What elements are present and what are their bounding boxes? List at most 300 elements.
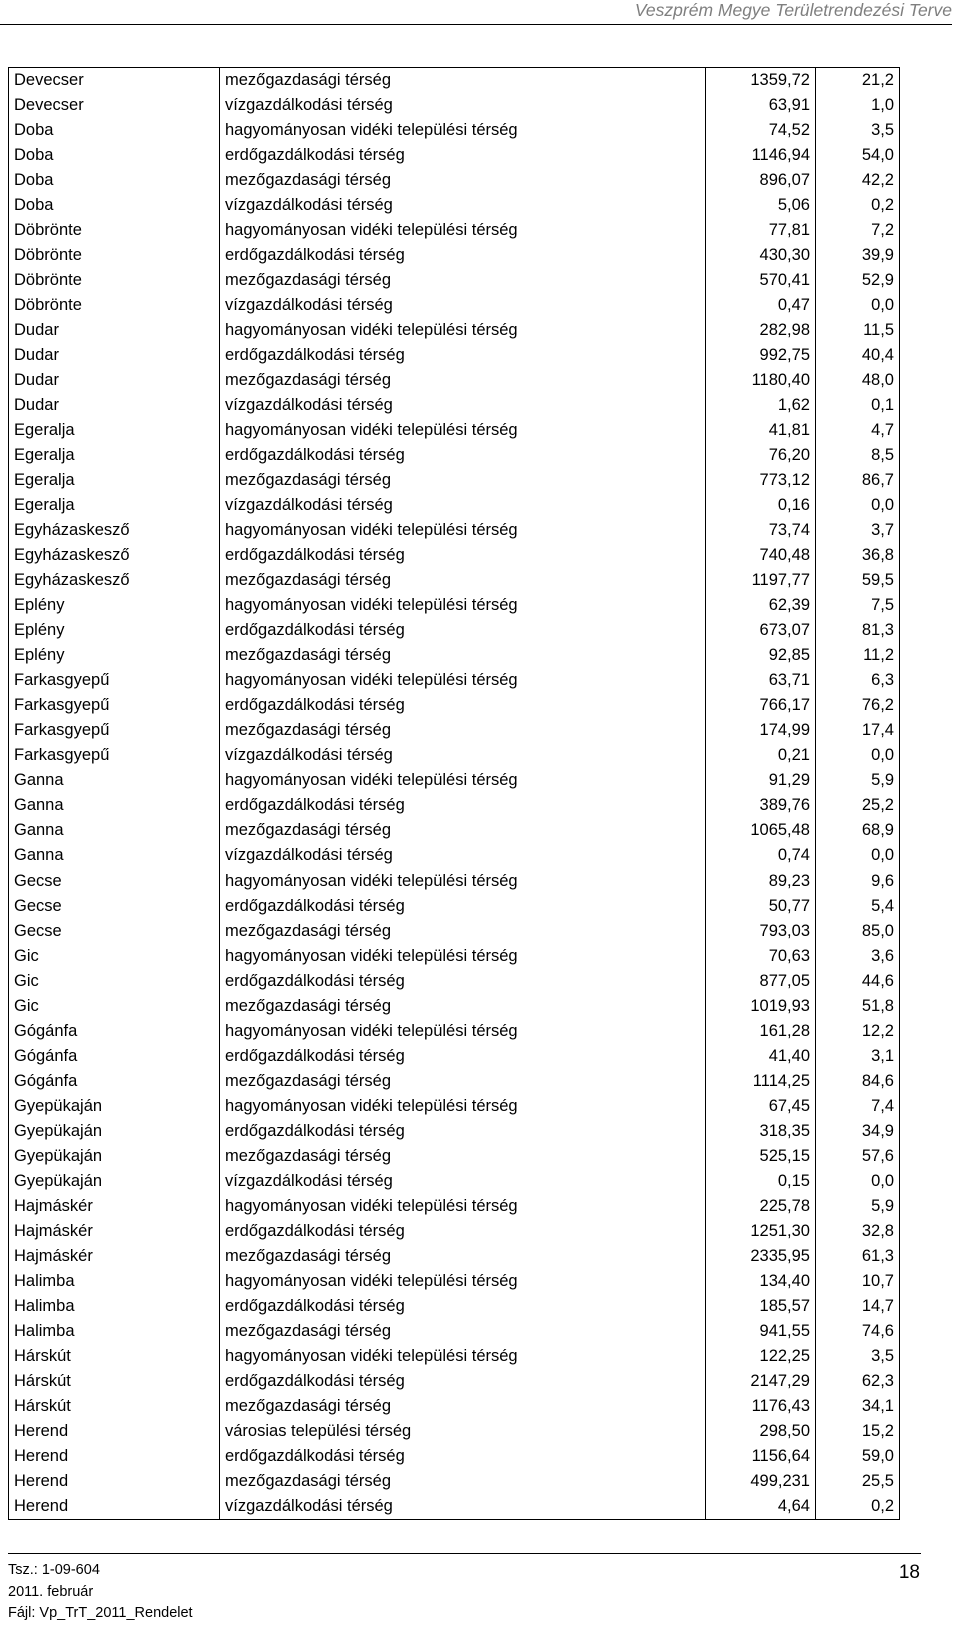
table-row [9, 693, 900, 718]
table-row [9, 894, 900, 919]
settlement-cell: Farkasgyepű [9, 743, 220, 768]
settlement-cell: Egyházaskesző [9, 518, 220, 543]
zone-type-cell: hagyományosan vidéki települési térség [220, 1094, 706, 1119]
settlement-cell: Döbrönte [9, 293, 220, 318]
zone-type-cell: erdőgazdálkodási térség [220, 1044, 706, 1069]
area-cell: 161,28 [706, 1019, 816, 1044]
table-row [9, 118, 900, 143]
document-title: Veszprém Megye Területrendezési Terve [634, 0, 952, 20]
settlement-cell: Hajmáskér [9, 1219, 220, 1244]
settlement-cell: Herend [9, 1494, 220, 1520]
area-cell: 1359,72 [706, 68, 816, 94]
area-cell: 41,40 [706, 1044, 816, 1069]
area-cell: 50,77 [706, 894, 816, 919]
settlement-cell: Herend [9, 1444, 220, 1469]
settlement-cell: Döbrönte [9, 218, 220, 243]
settlement-cell: Ganna [9, 818, 220, 843]
percent-cell: 61,3 [816, 1244, 900, 1269]
settlement-cell: Egyházaskesző [9, 568, 220, 593]
settlement-cell: Gógánfa [9, 1044, 220, 1069]
percent-cell: 0,2 [816, 1494, 900, 1520]
zone-type-cell: mezőgazdasági térség [220, 1469, 706, 1494]
percent-cell: 7,4 [816, 1094, 900, 1119]
settlement-cell: Döbrönte [9, 268, 220, 293]
percent-cell: 68,9 [816, 818, 900, 843]
table-row [9, 1169, 900, 1194]
area-cell: 0,15 [706, 1169, 816, 1194]
settlement-cell: Eplény [9, 643, 220, 668]
settlement-cell: Döbrönte [9, 243, 220, 268]
table-row [9, 193, 900, 218]
percent-cell: 59,5 [816, 568, 900, 593]
table-row [9, 1144, 900, 1169]
area-cell: 185,57 [706, 1294, 816, 1319]
settlement-cell: Dudar [9, 368, 220, 393]
zone-type-cell: városias települési térség [220, 1419, 706, 1444]
settlement-cell: Hárskút [9, 1394, 220, 1419]
zone-type-cell: vízgazdálkodási térség [220, 193, 706, 218]
area-cell: 740,48 [706, 543, 816, 568]
settlement-cell: Halimba [9, 1269, 220, 1294]
area-cell: 525,15 [706, 1144, 816, 1169]
table-row [9, 668, 900, 693]
area-cell: 67,45 [706, 1094, 816, 1119]
area-cell: 0,74 [706, 843, 816, 868]
area-cell: 1176,43 [706, 1394, 816, 1419]
percent-cell: 36,8 [816, 543, 900, 568]
table-row [9, 493, 900, 518]
zone-type-cell: vízgazdálkodási térség [220, 743, 706, 768]
zone-type-cell: hagyományosan vidéki települési térség [220, 593, 706, 618]
area-cell: 1180,40 [706, 368, 816, 393]
area-cell: 877,05 [706, 969, 816, 994]
zone-type-cell: erdőgazdálkodási térség [220, 894, 706, 919]
table-row [9, 1419, 900, 1444]
settlement-cell: Farkasgyepű [9, 718, 220, 743]
settlement-cell: Dudar [9, 393, 220, 418]
percent-cell: 52,9 [816, 268, 900, 293]
zone-type-cell: mezőgazdasági térség [220, 368, 706, 393]
table-row [9, 1019, 900, 1044]
area-cell: 134,40 [706, 1269, 816, 1294]
area-cell: 1156,64 [706, 1444, 816, 1469]
table-row [9, 443, 900, 468]
table-row [9, 1294, 900, 1319]
table-row [9, 468, 900, 493]
percent-cell: 76,2 [816, 693, 900, 718]
area-cell: 1114,25 [706, 1069, 816, 1094]
table-row [9, 243, 900, 268]
percent-cell: 5,9 [816, 1194, 900, 1219]
zone-type-cell: mezőgazdasági térség [220, 994, 706, 1019]
percent-cell: 44,6 [816, 969, 900, 994]
table-row [9, 568, 900, 593]
table-row [9, 593, 900, 618]
table-row [9, 1094, 900, 1119]
zone-type-cell: hagyományosan vidéki települési térség [220, 318, 706, 343]
settlement-cell: Gógánfa [9, 1019, 220, 1044]
table-row [9, 1269, 900, 1294]
table-row [9, 1194, 900, 1219]
area-cell: 793,03 [706, 919, 816, 944]
table-row [9, 343, 900, 368]
zone-type-cell: vízgazdálkodási térség [220, 1494, 706, 1520]
table-row [9, 1394, 900, 1419]
footer-divider [8, 1553, 921, 1554]
percent-cell: 3,1 [816, 1044, 900, 1069]
zone-type-cell: hagyományosan vidéki települési térség [220, 218, 706, 243]
settlement-cell: Ganna [9, 843, 220, 868]
table-row [9, 1219, 900, 1244]
settlement-cell: Halimba [9, 1294, 220, 1319]
table-row [9, 368, 900, 393]
settlement-cell: Gic [9, 969, 220, 994]
area-cell: 773,12 [706, 468, 816, 493]
footer-date: 2011. február [8, 1583, 94, 1600]
table-row [9, 793, 900, 818]
land-use-table [8, 67, 900, 1520]
area-cell: 282,98 [706, 318, 816, 343]
area-cell: 62,39 [706, 593, 816, 618]
area-cell: 92,85 [706, 643, 816, 668]
zone-type-cell: hagyományosan vidéki települési térség [220, 1269, 706, 1294]
settlement-cell: Gyepükaján [9, 1094, 220, 1119]
settlement-cell: Gyepükaján [9, 1144, 220, 1169]
settlement-cell: Gyepükaján [9, 1119, 220, 1144]
zone-type-cell: hagyományosan vidéki települési térség [220, 1194, 706, 1219]
page-number: 18 [898, 1562, 920, 1583]
zone-type-cell: hagyományosan vidéki települési térség [220, 118, 706, 143]
zone-type-cell: hagyományosan vidéki települési térség [220, 944, 706, 969]
zone-type-cell: hagyományosan vidéki települési térség [220, 668, 706, 693]
table-row [9, 1344, 900, 1369]
percent-cell: 25,2 [816, 793, 900, 818]
percent-cell: 39,9 [816, 243, 900, 268]
zone-type-cell: mezőgazdasági térség [220, 268, 706, 293]
percent-cell: 0,0 [816, 493, 900, 518]
zone-type-cell: vízgazdálkodási térség [220, 393, 706, 418]
table-row [9, 1069, 900, 1094]
settlement-cell: Hajmáskér [9, 1244, 220, 1269]
settlement-cell: Eplény [9, 593, 220, 618]
zone-type-cell: erdőgazdálkodási térség [220, 143, 706, 168]
zone-type-cell: mezőgazdasági térség [220, 1319, 706, 1344]
percent-cell: 86,7 [816, 468, 900, 493]
percent-cell: 42,2 [816, 168, 900, 193]
zone-type-cell: hagyományosan vidéki települési térség [220, 869, 706, 894]
zone-type-cell: erdőgazdálkodási térség [220, 793, 706, 818]
percent-cell: 0,0 [816, 743, 900, 768]
table-row [9, 1119, 900, 1144]
table-row [9, 869, 900, 894]
area-cell: 896,07 [706, 168, 816, 193]
percent-cell: 51,8 [816, 994, 900, 1019]
zone-type-cell: hagyományosan vidéki települési térség [220, 1344, 706, 1369]
area-cell: 1065,48 [706, 818, 816, 843]
area-cell: 5,06 [706, 193, 816, 218]
table-row [9, 143, 900, 168]
area-cell: 225,78 [706, 1194, 816, 1219]
settlement-cell: Farkasgyepű [9, 668, 220, 693]
zone-type-cell: vízgazdálkodási térség [220, 843, 706, 868]
percent-cell: 6,3 [816, 668, 900, 693]
table-row [9, 618, 900, 643]
area-cell: 73,74 [706, 518, 816, 543]
footer-reference: Tsz.: 1-09-604 [8, 1562, 100, 1578]
percent-cell: 59,0 [816, 1444, 900, 1469]
percent-cell: 10,7 [816, 1269, 900, 1294]
table-row [9, 1469, 900, 1494]
percent-cell: 15,2 [816, 1419, 900, 1444]
percent-cell: 0,2 [816, 193, 900, 218]
settlement-cell: Gecse [9, 919, 220, 944]
table-row [9, 994, 900, 1019]
zone-type-cell: mezőgazdasági térség [220, 168, 706, 193]
percent-cell: 54,0 [816, 143, 900, 168]
percent-cell: 5,4 [816, 894, 900, 919]
area-cell: 174,99 [706, 718, 816, 743]
area-cell: 673,07 [706, 618, 816, 643]
settlement-cell: Devecser [9, 93, 220, 118]
percent-cell: 21,2 [816, 68, 900, 94]
percent-cell: 11,2 [816, 643, 900, 668]
percent-cell: 62,3 [816, 1369, 900, 1394]
area-cell: 430,30 [706, 243, 816, 268]
zone-type-cell: mezőgazdasági térség [220, 68, 706, 94]
percent-cell: 14,7 [816, 1294, 900, 1319]
percent-cell: 7,5 [816, 593, 900, 618]
percent-cell: 17,4 [816, 718, 900, 743]
settlement-cell: Hárskút [9, 1369, 220, 1394]
zone-type-cell: erdőgazdálkodási térség [220, 343, 706, 368]
area-cell: 4,64 [706, 1494, 816, 1520]
zone-type-cell: vízgazdálkodási térség [220, 293, 706, 318]
area-cell: 298,50 [706, 1419, 816, 1444]
table-row [9, 1444, 900, 1469]
zone-type-cell: mezőgazdasági térség [220, 718, 706, 743]
settlement-cell: Gic [9, 944, 220, 969]
settlement-cell: Devecser [9, 68, 220, 94]
zone-type-cell: erdőgazdálkodási térség [220, 1369, 706, 1394]
page-footer [8, 1560, 193, 1625]
percent-cell: 3,6 [816, 944, 900, 969]
settlement-cell: Gyepükaján [9, 1169, 220, 1194]
percent-cell: 7,2 [816, 218, 900, 243]
percent-cell: 5,9 [816, 768, 900, 793]
area-cell: 992,75 [706, 343, 816, 368]
table-row [9, 318, 900, 343]
zone-type-cell: erdőgazdálkodási térség [220, 443, 706, 468]
table-row [9, 743, 900, 768]
area-cell: 1146,94 [706, 143, 816, 168]
settlement-cell: Farkasgyepű [9, 693, 220, 718]
settlement-cell: Herend [9, 1469, 220, 1494]
zone-type-cell: erdőgazdálkodási térség [220, 243, 706, 268]
table-body [9, 68, 900, 1520]
percent-cell: 81,3 [816, 618, 900, 643]
area-cell: 89,23 [706, 869, 816, 894]
table-row [9, 843, 900, 868]
table-row [9, 919, 900, 944]
zone-type-cell: mezőgazdasági térség [220, 1394, 706, 1419]
area-cell: 2335,95 [706, 1244, 816, 1269]
zone-type-cell: mezőgazdasági térség [220, 468, 706, 493]
table-row [9, 1319, 900, 1344]
area-cell: 499,231 [706, 1469, 816, 1494]
percent-cell: 11,5 [816, 318, 900, 343]
table-row [9, 944, 900, 969]
zone-type-cell: erdőgazdálkodási térség [220, 1294, 706, 1319]
settlement-cell: Herend [9, 1419, 220, 1444]
zone-type-cell: mezőgazdasági térség [220, 919, 706, 944]
table-row [9, 218, 900, 243]
table-row [9, 768, 900, 793]
percent-cell: 3,5 [816, 118, 900, 143]
area-cell: 76,20 [706, 443, 816, 468]
zone-type-cell: mezőgazdasági térség [220, 1069, 706, 1094]
settlement-cell: Dudar [9, 343, 220, 368]
table-row [9, 168, 900, 193]
area-cell: 74,52 [706, 118, 816, 143]
settlement-cell: Hárskút [9, 1344, 220, 1369]
percent-cell: 0,0 [816, 1169, 900, 1194]
percent-cell: 85,0 [816, 919, 900, 944]
zone-type-cell: erdőgazdálkodási térség [220, 1444, 706, 1469]
percent-cell: 4,7 [816, 418, 900, 443]
area-cell: 1019,93 [706, 994, 816, 1019]
table-row [9, 518, 900, 543]
zone-type-cell: erdőgazdálkodási térség [220, 969, 706, 994]
percent-cell: 57,6 [816, 1144, 900, 1169]
settlement-cell: Egyházaskesző [9, 543, 220, 568]
settlement-cell: Egeralja [9, 493, 220, 518]
settlement-cell: Eplény [9, 618, 220, 643]
zone-type-cell: hagyományosan vidéki települési térség [220, 418, 706, 443]
area-cell: 63,91 [706, 93, 816, 118]
percent-cell: 0,0 [816, 843, 900, 868]
table-row [9, 1369, 900, 1394]
settlement-cell: Ganna [9, 768, 220, 793]
table-row [9, 543, 900, 568]
percent-cell: 3,7 [816, 518, 900, 543]
area-cell: 41,81 [706, 418, 816, 443]
area-cell: 122,25 [706, 1344, 816, 1369]
table-row [9, 1044, 900, 1069]
zone-type-cell: mezőgazdasági térség [220, 643, 706, 668]
percent-cell: 34,9 [816, 1119, 900, 1144]
percent-cell: 3,5 [816, 1344, 900, 1369]
settlement-cell: Doba [9, 118, 220, 143]
zone-type-cell: erdőgazdálkodási térség [220, 693, 706, 718]
table-row [9, 643, 900, 668]
table-row [9, 293, 900, 318]
table-row [9, 393, 900, 418]
area-cell: 389,76 [706, 793, 816, 818]
percent-cell: 84,6 [816, 1069, 900, 1094]
zone-type-cell: vízgazdálkodási térség [220, 493, 706, 518]
zone-type-cell: erdőgazdálkodási térség [220, 618, 706, 643]
table-row [9, 1494, 900, 1520]
zone-type-cell: erdőgazdálkodási térség [220, 1219, 706, 1244]
settlement-cell: Ganna [9, 793, 220, 818]
area-cell: 77,81 [706, 218, 816, 243]
area-cell: 63,71 [706, 668, 816, 693]
table-row [9, 418, 900, 443]
settlement-cell: Gecse [9, 869, 220, 894]
settlement-cell: Halimba [9, 1319, 220, 1344]
percent-cell: 25,5 [816, 1469, 900, 1494]
settlement-cell: Dudar [9, 318, 220, 343]
percent-cell: 8,5 [816, 443, 900, 468]
percent-cell: 0,1 [816, 393, 900, 418]
table-row [9, 718, 900, 743]
percent-cell: 9,6 [816, 869, 900, 894]
area-cell: 570,41 [706, 268, 816, 293]
percent-cell: 0,0 [816, 293, 900, 318]
table-row [9, 268, 900, 293]
area-cell: 318,35 [706, 1119, 816, 1144]
settlement-cell: Gic [9, 994, 220, 1019]
table-row [9, 969, 900, 994]
settlement-cell: Gógánfa [9, 1069, 220, 1094]
area-cell: 70,63 [706, 944, 816, 969]
zone-type-cell: hagyományosan vidéki települési térség [220, 1019, 706, 1044]
zone-type-cell: vízgazdálkodási térség [220, 93, 706, 118]
area-cell: 0,16 [706, 493, 816, 518]
percent-cell: 1,0 [816, 93, 900, 118]
zone-type-cell: mezőgazdasági térség [220, 1244, 706, 1269]
table-row [9, 68, 900, 94]
area-cell: 941,55 [706, 1319, 816, 1344]
area-cell: 1,62 [706, 393, 816, 418]
area-cell: 0,47 [706, 293, 816, 318]
area-cell: 91,29 [706, 768, 816, 793]
zone-type-cell: hagyományosan vidéki települési térség [220, 768, 706, 793]
settlement-cell: Doba [9, 143, 220, 168]
page-header [0, 0, 952, 25]
settlement-cell: Hajmáskér [9, 1194, 220, 1219]
percent-cell: 32,8 [816, 1219, 900, 1244]
table-row [9, 93, 900, 118]
settlement-cell: Egeralja [9, 418, 220, 443]
area-cell: 766,17 [706, 693, 816, 718]
settlement-cell: Doba [9, 193, 220, 218]
settlement-cell: Egeralja [9, 468, 220, 493]
zone-type-cell: erdőgazdálkodási térség [220, 543, 706, 568]
percent-cell: 12,2 [816, 1019, 900, 1044]
zone-type-cell: hagyományosan vidéki települési térség [220, 518, 706, 543]
zone-type-cell: mezőgazdasági térség [220, 1144, 706, 1169]
table-row [9, 818, 900, 843]
percent-cell: 48,0 [816, 368, 900, 393]
area-cell: 2147,29 [706, 1369, 816, 1394]
percent-cell: 34,1 [816, 1394, 900, 1419]
percent-cell: 40,4 [816, 343, 900, 368]
area-cell: 1197,77 [706, 568, 816, 593]
table-row [9, 1244, 900, 1269]
footer-file: Fájl: Vp_TrT_2011_Rendelet [8, 1605, 193, 1621]
area-cell: 1251,30 [706, 1219, 816, 1244]
settlement-cell: Egeralja [9, 443, 220, 468]
area-cell: 0,21 [706, 743, 816, 768]
settlement-cell: Gecse [9, 894, 220, 919]
percent-cell: 74,6 [816, 1319, 900, 1344]
zone-type-cell: mezőgazdasági térség [220, 818, 706, 843]
zone-type-cell: mezőgazdasági térség [220, 568, 706, 593]
zone-type-cell: erdőgazdálkodási térség [220, 1119, 706, 1144]
zone-type-cell: vízgazdálkodási térség [220, 1169, 706, 1194]
settlement-cell: Doba [9, 168, 220, 193]
